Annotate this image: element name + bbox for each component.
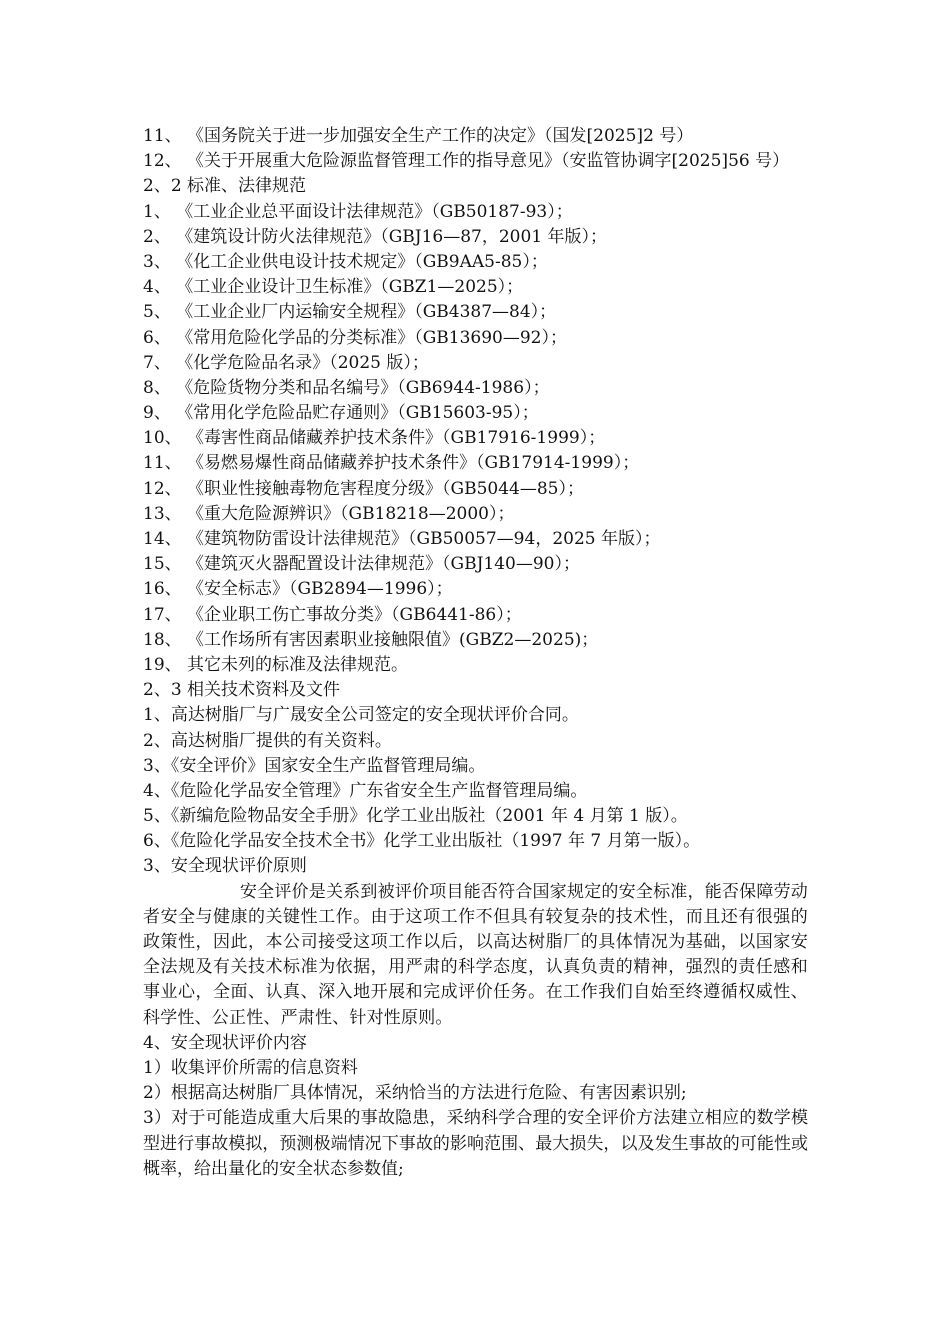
list-item: 10、 《毒害性商品储藏养护技术条件》（GB17916-1999）；: [143, 428, 606, 449]
list-item: 19、 其它未列的标准及法律规范。: [143, 654, 409, 675]
list-item: 15、 《建筑灭火器配置设计法律规范》（GBJ140—90）；: [143, 554, 581, 575]
list-item: 2、 《建筑设计防火法律规范》（GBJ16—87，2001 年版）；: [143, 226, 608, 247]
section-heading-4: 4、安全现状评价内容: [143, 1032, 307, 1053]
list-item: 11、 《国务院关于进一步加强安全生产工作的决定》（国发[2025]2 号）: [143, 126, 694, 146]
list-item: 1、 《工业企业总平面设计法律规范》（GB50187-93）；: [143, 201, 573, 222]
list-item: 4、《危险化学品安全管理》广东省安全生产监督管理局编。: [143, 780, 588, 801]
list-item: 6、 《常用危险化学品的分类标准》（GB13690—92）；: [143, 327, 568, 348]
list-item: 16、 《安全标志》（GB2894—1996）；: [143, 579, 453, 600]
list-item: 7、 《化学危险品名录》（2025 版）；: [143, 352, 429, 373]
list-item: 3）对于可能造成重大后果的事故隐患，采纳科学合理的安全评价方法建立相应的数学模型进行事故模拟，预测极端情况下事故的影响范围、最大损失，以及发生事故的可能性或概率，给出量化的安全状态参数值;: [143, 1108, 808, 1179]
list-item: 5、《新编危险物品安全手册》化学工业出版社（2001 年 4 月第 1 版）。: [143, 806, 688, 827]
list-item: 6、《危险化学品安全技术全书》化学工业出版社（1997 年 7 月第一版）。: [143, 831, 701, 852]
list-item: 11、 《易燃易爆性商品储藏养护技术条件》（GB17914-1999）；: [143, 453, 640, 474]
list-item: 3、《安全评价》国家安全生产监督管理局编。: [143, 755, 486, 776]
list-item: 13、 《重大危险源辨识》（GB18218—2000）；: [143, 503, 515, 524]
list-item: 14、 《建筑物防雷设计法律规范》（GB50057—94，2025 年版）；: [143, 529, 661, 550]
document-page: [143, 124, 808, 1182]
body-paragraph: 安全评价是关系到被评价项目能否符合国家规定的安全标准，能否保障劳动者安全与健康的关键性工作。由于这项工作不但具有较复杂的技术性，而且还有很强的政策性，因此，本公司接受这项工作以后，以高达树脂厂的具体情况为基础，以国家安全法规及有关技术标准为依据，用严肃的科学态度，认真负责的精神，强烈的责任感和事业心，全面、认真、深入地开展和完成评价任务。在工作我们自始至终遵循权威性、科学性、公正性、严肃性、针对性原则。: [143, 881, 808, 1028]
list-item: 3、 《化工企业供电设计技术规定》（GB9AA5-85）；: [143, 251, 548, 272]
list-item: 17、 《企业职工伤亡事故分类》（GB6441-86）；: [143, 604, 522, 625]
list-item: 9、 《常用化学危险品贮存通则》（GB15603-95）；: [143, 403, 539, 424]
list-item: 12、 《关于开展重大危险源监督管理工作的指导意见》（安监管协调字[2025]56 号）: [143, 151, 790, 172]
section-heading-2-3: 2、3 相关技术资料及文件: [143, 680, 341, 701]
list-item: 4、 《工业企业设计卫生标准》（GBZ1—2025）；: [143, 277, 524, 298]
list-item: 5、 《工业企业厂内运输安全规程》（GB4387—84）；: [143, 302, 557, 323]
section-heading-3: 3、安全现状评价原则: [143, 856, 307, 877]
list-item: 1、高达树脂厂与广晟安全公司签定的安全现状评价合同。: [143, 705, 579, 726]
section-heading-2-2: 2、2 标准、法律规范: [143, 176, 307, 197]
list-item: 8、 《危险货物分类和品名编号》（GB6944-1986）；: [143, 377, 550, 398]
list-item: 12、 《职业性接触毒物危害程度分级》（GB5044—85）；: [143, 478, 585, 499]
list-item: 1）收集评价所需的信息资料: [143, 1058, 358, 1079]
list-item: 18、 《工作场所有害因素职业接触限值》(GBZ2—2025)；: [143, 629, 599, 650]
list-item: 2、高达树脂厂提供的有关资料。: [143, 730, 392, 751]
list-item: 2）根据高达树脂厂具体情况，采纳恰当的方法进行危险、有害因素识别;: [143, 1083, 687, 1104]
